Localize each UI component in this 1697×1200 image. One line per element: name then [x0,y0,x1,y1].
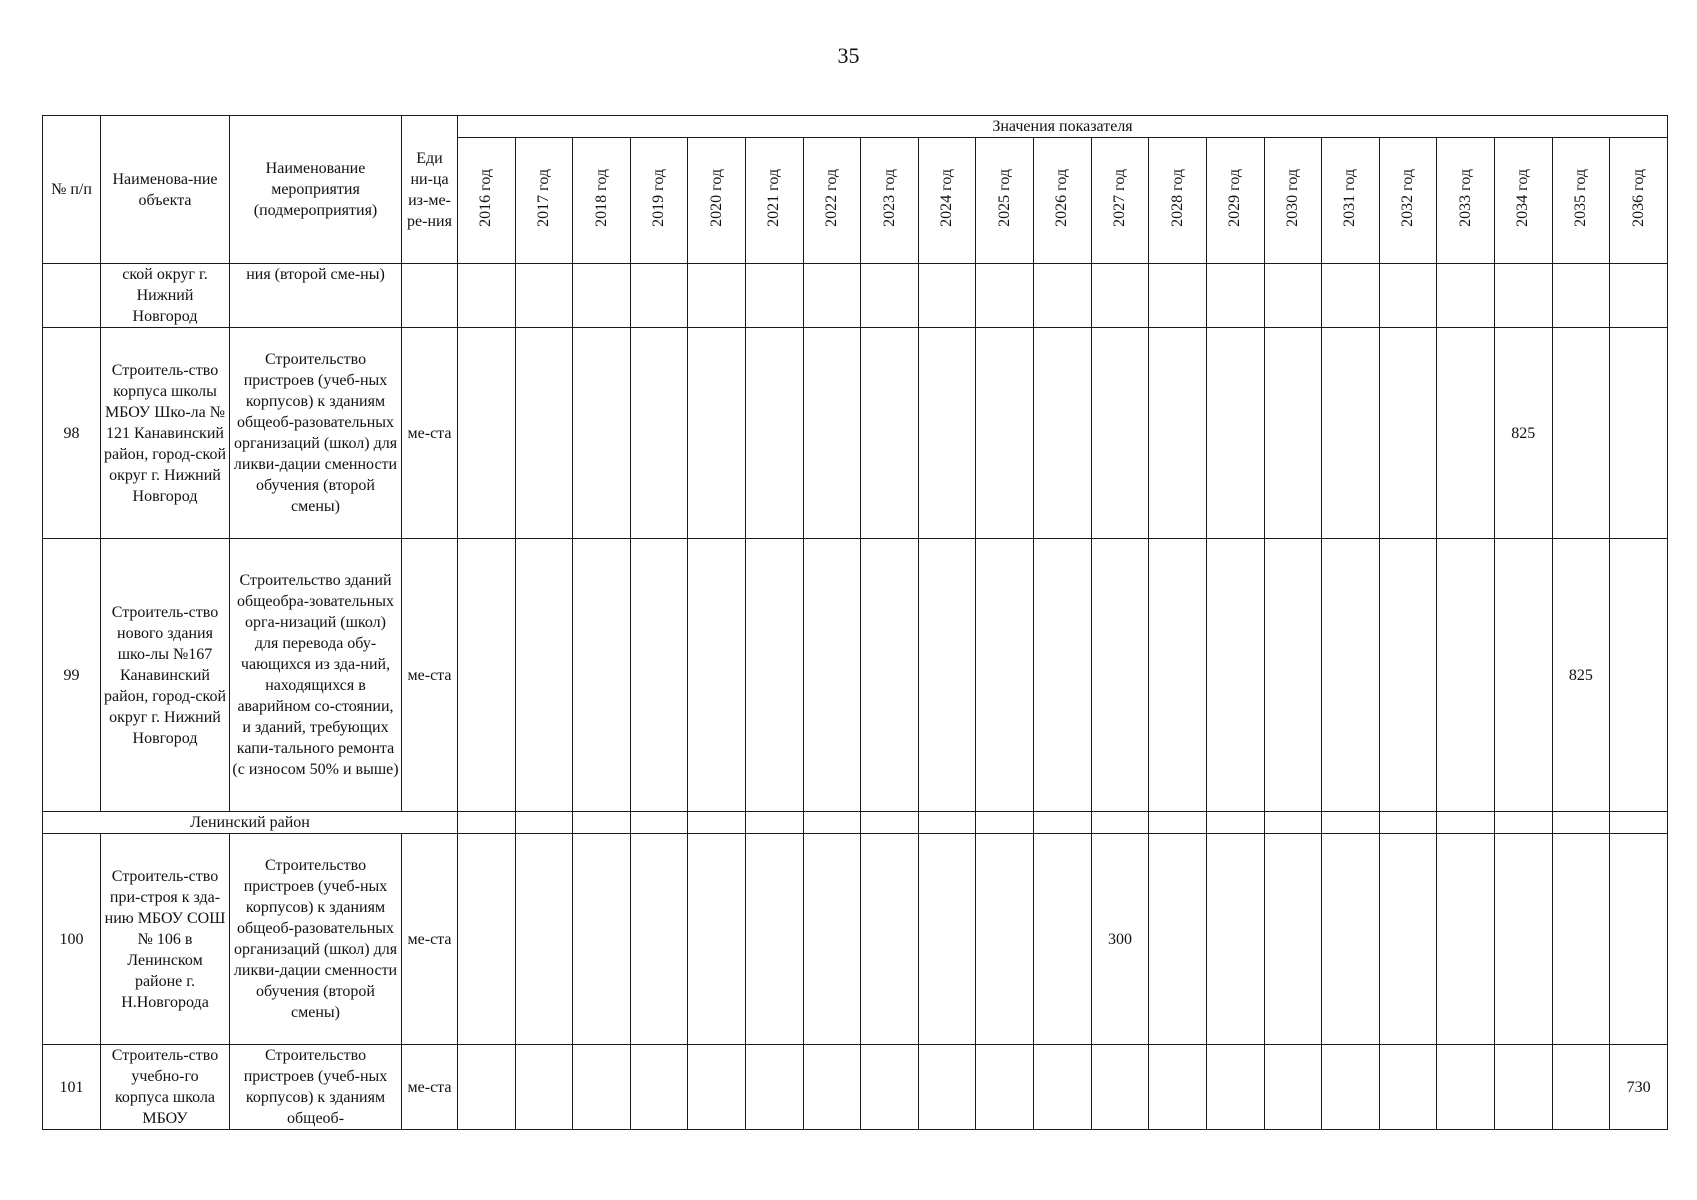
value-cell [1552,1045,1610,1130]
row-object: ской округ г. Нижний Новгород [101,264,230,328]
value-cell [1494,812,1552,834]
value-cell-2034: 825 [1494,328,1552,539]
value-cell [1149,812,1207,834]
year-label: 2029 год [1226,168,1244,227]
value-cell [1206,1045,1264,1130]
year-label: 2036 год [1629,168,1647,227]
row-unit: ме-ста [402,834,458,1045]
value-cell [1034,539,1092,812]
value-cell [1264,812,1322,834]
year-label: 2031 год [1341,168,1359,227]
header-unit: Еди ни-ца из-ме-ре-ния [402,116,458,264]
row-event: Строительство пристроев (учеб-ных корпусов) к зданиям общеоб-разовательных организаций (школ) для ликви-дации сменности обучения (второй смены) [230,328,402,539]
value-cell [976,264,1034,328]
row-event: Строительство пристроев (учеб-ных корпусов) к зданиям общеоб- [230,1045,402,1130]
year-label: 2026 год [1053,168,1071,227]
table-row [43,539,1668,812]
row-event: ния (второй сме-ны) [230,264,402,328]
header-event: Наименование мероприятия (подмероприятия) [230,116,402,264]
year-header [1552,138,1610,264]
value-cell [918,1045,976,1130]
value-cell [1437,328,1495,539]
value-cell [1610,834,1668,1045]
year-header [630,138,688,264]
header-row-1 [43,116,1668,138]
value-cell [1034,812,1092,834]
header-object: Наименова-ние объекта [101,116,230,264]
value-cell [630,264,688,328]
value-cell [515,264,573,328]
row-object: Строитель-ство при-строя к зда-нию МБОУ СОШ № 106 в Ленинском районе г. Н.Новгорода [101,834,230,1045]
value-cell [515,328,573,539]
year-header [458,138,516,264]
value-cell [1379,834,1437,1045]
value-cell [1379,1045,1437,1130]
value-cell [803,812,861,834]
value-cell [1379,812,1437,834]
value-cell [861,328,919,539]
year-header [1034,138,1092,264]
value-cell-2036: 730 [1610,1045,1668,1130]
value-cell [458,1045,516,1130]
year-label: 2035 год [1571,168,1589,227]
value-cell [803,1045,861,1130]
value-cell [573,328,631,539]
value-cell [1322,328,1380,539]
year-label: 2024 год [938,168,956,227]
value-cell [630,1045,688,1130]
value-cell [630,834,688,1045]
page-number: 35 [837,43,860,68]
value-cell [746,264,804,328]
value-cell [861,812,919,834]
value-cell [573,539,631,812]
year-header [861,138,919,264]
year-header [1322,138,1380,264]
year-header [1610,138,1668,264]
value-cell [1034,328,1092,539]
section-title: Ленинский район [43,812,458,834]
value-cell [861,264,919,328]
value-cell [573,1045,631,1130]
value-cell [1437,812,1495,834]
value-cell [1034,264,1092,328]
value-cell [1149,539,1207,812]
value-cell [1610,539,1668,812]
value-cell [1091,1045,1149,1130]
value-cell [803,834,861,1045]
value-cell [1610,328,1668,539]
year-label: 2022 год [822,168,840,227]
value-cell [918,834,976,1045]
value-cell [803,328,861,539]
row-object: Строитель-ство нового здания шко-лы №167 Канавинский район, город-ской округ г. Нижний Новгород [101,539,230,812]
year-label: 2017 год [534,168,552,227]
year-label: 2030 год [1283,168,1301,227]
value-cell [1437,264,1495,328]
value-cell [630,812,688,834]
value-cell [688,264,746,328]
value-cell [630,328,688,539]
row-num [43,264,101,328]
value-cell [746,834,804,1045]
value-cell [515,1045,573,1130]
value-cell [1149,264,1207,328]
value-cell [1264,539,1322,812]
indicator-table [42,115,1668,1130]
row-num: 98 [43,328,101,539]
table-row [43,264,1668,328]
header-num: № п/п [43,116,101,264]
year-label: 2018 год [592,168,610,227]
section-row [43,812,1668,834]
value-cell [688,1045,746,1130]
value-cell [1552,812,1610,834]
header-values: Значения показателя [458,116,1668,138]
value-cell [1552,834,1610,1045]
value-cell [746,328,804,539]
value-cell [976,328,1034,539]
year-header [1437,138,1495,264]
value-cell [1379,539,1437,812]
value-cell [515,539,573,812]
value-cell [1437,1045,1495,1130]
year-label: 2034 год [1514,168,1532,227]
value-cell [918,264,976,328]
table-row [43,834,1668,1045]
value-cell-2027: 300 [1091,834,1149,1045]
value-cell [1034,834,1092,1045]
value-cell [1379,264,1437,328]
year-header [1494,138,1552,264]
value-cell [1437,834,1495,1045]
row-unit [402,264,458,328]
row-unit: ме-ста [402,539,458,812]
row-event: Строительство зданий общеобра-зовательных орга-низаций (школ) для перевода обу-чающихся из зда-ний, находящихся в аварийном со-стоянии, и зданий, требующих капи-тального ремонта (с износом 50% и выше) [230,539,402,812]
value-cell [1322,1045,1380,1130]
year-header [1206,138,1264,264]
value-cell [976,539,1034,812]
year-label: 2019 год [650,168,668,227]
year-label: 2021 год [765,168,783,227]
value-cell [976,1045,1034,1130]
value-cell [573,264,631,328]
value-cell [573,834,631,1045]
year-header [803,138,861,264]
year-header [573,138,631,264]
year-label: 2032 год [1399,168,1417,227]
year-label: 2025 год [995,168,1013,227]
table-row [43,328,1668,539]
value-cell [746,812,804,834]
year-header [688,138,746,264]
value-cell [688,812,746,834]
value-cell [1264,328,1322,539]
row-num: 100 [43,834,101,1045]
value-cell [1494,1045,1552,1130]
value-cell [688,834,746,1045]
year-header [1264,138,1322,264]
value-cell [976,834,1034,1045]
year-label: 2027 год [1111,168,1128,227]
year-header [918,138,976,264]
value-cell [1379,328,1437,539]
value-cell [746,539,804,812]
table-row [43,1045,1668,1130]
row-num: 99 [43,539,101,812]
value-cell [688,328,746,539]
value-cell-2035: 825 [1552,539,1610,812]
value-cell [515,834,573,1045]
value-cell [918,539,976,812]
value-cell [630,539,688,812]
row-unit: ме-ста [402,328,458,539]
value-cell [1264,834,1322,1045]
value-cell [1322,264,1380,328]
row-num: 101 [43,1045,101,1130]
row-unit: ме-ста [402,1045,458,1130]
year-label: 2020 год [707,168,725,227]
value-cell [918,812,976,834]
value-cell [1091,264,1149,328]
year-label: 2033 год [1456,168,1474,227]
value-cell [573,812,631,834]
value-cell [458,812,516,834]
value-cell [458,264,516,328]
value-cell [1206,812,1264,834]
row-event: Строительство пристроев (учеб-ных корпусов) к зданиям общеоб-разовательных организаций (школ) для ликви-дации сменности обучения (второй смены) [230,834,402,1045]
value-cell [1091,539,1149,812]
value-cell [861,834,919,1045]
value-cell [688,539,746,812]
value-cell [458,834,516,1045]
year-header [1379,138,1437,264]
value-cell [458,539,516,812]
value-cell [1206,328,1264,539]
value-cell [1552,264,1610,328]
value-cell [1610,264,1668,328]
row-object: Строитель-ство учебно-го корпуса школа МБОУ [101,1045,230,1130]
value-cell [1322,834,1380,1045]
value-cell [976,812,1034,834]
value-cell [1494,834,1552,1045]
value-cell [861,1045,919,1130]
value-cell [918,328,976,539]
value-cell [458,328,516,539]
value-cell [1149,328,1207,539]
year-label: 2028 год [1168,168,1186,227]
value-cell [1437,539,1495,812]
value-cell [1264,1045,1322,1130]
value-cell [515,812,573,834]
row-object: Строитель-ство корпуса школы МБОУ Шко-ла № 121 Канавинский район, город-ской округ г. Нижний Новгород [101,328,230,539]
value-cell [1034,1045,1092,1130]
value-cell [1264,264,1322,328]
value-cell [1091,812,1149,834]
value-cell [1206,264,1264,328]
value-cell [1206,834,1264,1045]
year-header [1091,138,1149,264]
value-cell [1206,539,1264,812]
value-cell [1322,539,1380,812]
year-header [1149,138,1207,264]
value-cell [803,264,861,328]
value-cell [1494,539,1552,812]
year-header [746,138,804,264]
value-cell [1610,812,1668,834]
value-cell [746,1045,804,1130]
value-cell [1552,328,1610,539]
year-label: 2023 год [880,168,898,227]
value-cell [803,539,861,812]
value-cell [1149,1045,1207,1130]
value-cell [861,539,919,812]
value-cell [1322,812,1380,834]
value-cell [1149,834,1207,1045]
value-cell [1494,264,1552,328]
value-cell [1091,328,1149,539]
year-label: 2016 год [477,168,495,227]
year-header [976,138,1034,264]
year-header [515,138,573,264]
